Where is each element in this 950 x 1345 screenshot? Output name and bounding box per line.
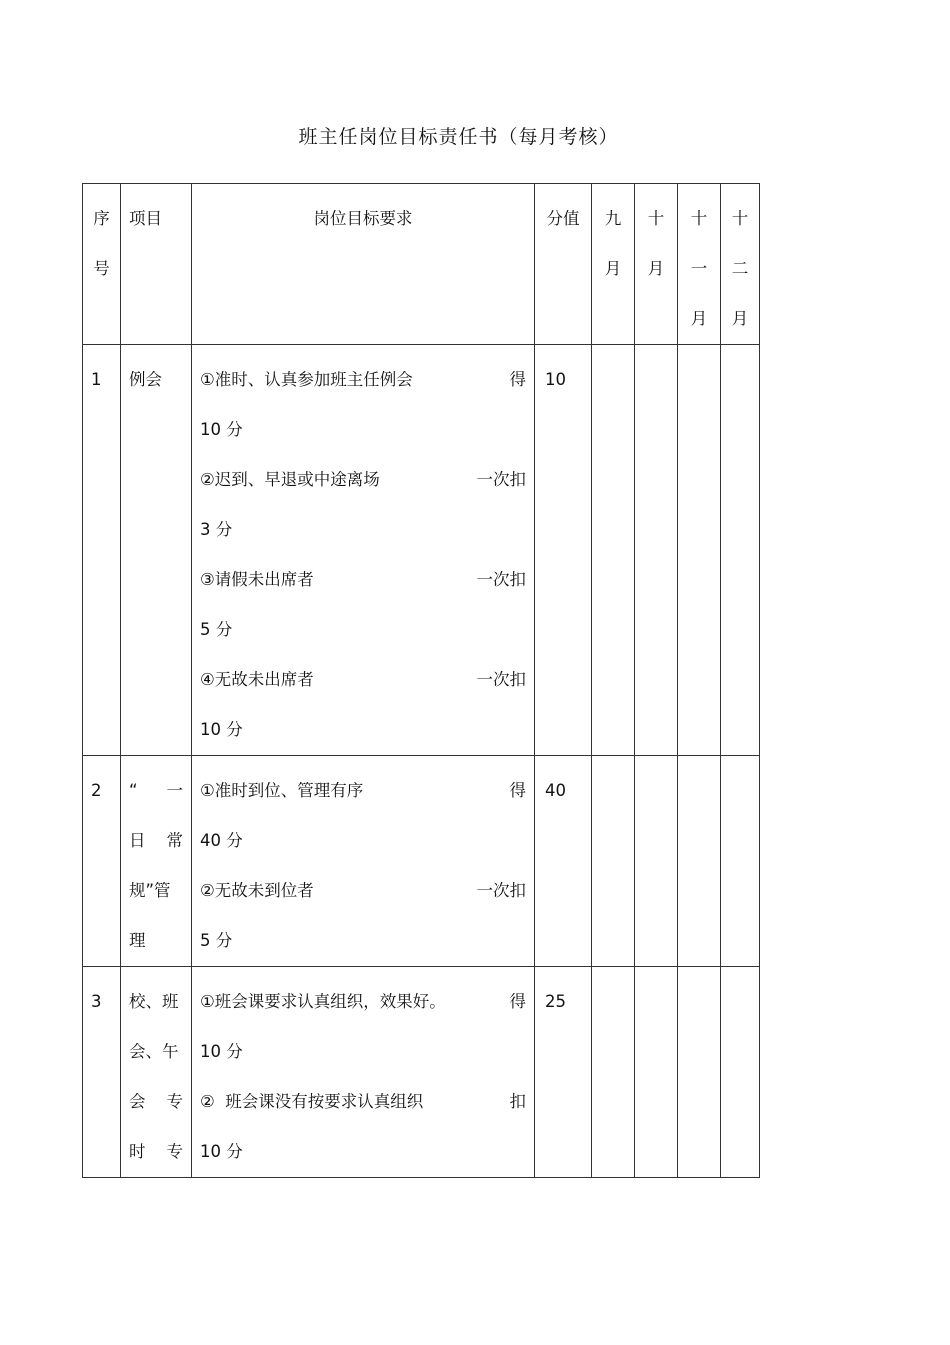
- req-line: [200, 605, 526, 655]
- score-cell-nov[interactable]: [678, 345, 721, 756]
- item-text: 校、班: [129, 992, 179, 1011]
- score-cell-oct[interactable]: [635, 967, 678, 1178]
- header-month-char: 九: [604, 209, 622, 228]
- req-line: [200, 1027, 526, 1077]
- row-item: [121, 756, 192, 967]
- row-requirement: [192, 967, 535, 1178]
- req-text: 10 分: [200, 1142, 243, 1161]
- item-text: 日: [129, 831, 146, 850]
- score-cell-sep[interactable]: [592, 967, 635, 1178]
- header-month-char: 月: [647, 259, 665, 278]
- header-month-char: 二: [731, 259, 749, 278]
- score-cell-nov[interactable]: [678, 756, 721, 967]
- req-line: [200, 977, 526, 1027]
- req-line: [200, 505, 526, 555]
- req-text: ④无故未出席者: [200, 670, 314, 689]
- item-text: 理: [129, 931, 146, 950]
- req-line: [200, 655, 526, 705]
- req-line: [200, 766, 526, 816]
- req-text: 10 分: [200, 1042, 243, 1061]
- score-cell-oct[interactable]: [635, 756, 678, 967]
- header-month-sep: [592, 184, 635, 345]
- header-month-nov: [678, 184, 721, 345]
- row-item: [121, 967, 192, 1178]
- req-text: 40 分: [200, 831, 243, 850]
- header-month-dec: [721, 184, 760, 345]
- header-month-char: 月: [604, 259, 622, 278]
- header-item: [121, 184, 192, 345]
- item-line: [129, 355, 183, 405]
- req-text: 5 分: [200, 931, 233, 950]
- score-cell-oct[interactable]: [635, 345, 678, 756]
- item-text: 会、午: [129, 1042, 179, 1061]
- header-item-label: 项目: [129, 209, 162, 228]
- req-line: [200, 355, 526, 405]
- req-action: 一次扣: [476, 470, 526, 489]
- item-text: “: [129, 781, 138, 800]
- row-points-value: 25: [545, 992, 566, 1011]
- header-month-char: 月: [731, 309, 749, 328]
- header-month-char: 一: [690, 259, 708, 278]
- req-action: 扣: [509, 1092, 526, 1111]
- row-seq-value: 1: [91, 370, 102, 389]
- header-month-char: 月: [690, 309, 708, 328]
- req-line: [200, 866, 526, 916]
- header-row: [83, 184, 760, 345]
- req-line: [200, 455, 526, 505]
- header-seq: [83, 184, 121, 345]
- header-requirement-label: 岗位目标要求: [313, 209, 413, 228]
- req-action: 得: [509, 781, 526, 800]
- req-action: 一次扣: [476, 881, 526, 900]
- item-text-right: 一: [166, 781, 183, 800]
- req-text: ②迟到、早退或中途离场: [200, 470, 380, 489]
- row-seq: [83, 756, 121, 967]
- item-line: [129, 1077, 183, 1127]
- req-text: 5 分: [200, 620, 233, 639]
- item-line: [129, 1127, 183, 1177]
- req-line: [200, 555, 526, 605]
- item-text-right: 常: [166, 831, 183, 850]
- item-text-right: 专: [166, 1092, 183, 1111]
- req-action: 一次扣: [476, 670, 526, 689]
- score-cell-dec[interactable]: [721, 345, 760, 756]
- item-line: [129, 866, 183, 916]
- header-month-char: 十: [690, 209, 708, 228]
- req-text: ② 班会课没有按要求认真组织: [200, 1092, 424, 1111]
- row-seq: [83, 345, 121, 756]
- header-month-oct: [635, 184, 678, 345]
- row-points-value: 10: [545, 370, 566, 389]
- score-cell-sep[interactable]: [592, 756, 635, 967]
- header-seq-char: 号: [93, 259, 110, 278]
- req-action: 得: [509, 370, 526, 389]
- item-text-right: 专: [166, 1142, 183, 1161]
- req-text: ②无故未到位者: [200, 881, 314, 900]
- header-points-label: 分值: [546, 209, 580, 228]
- score-cell-nov[interactable]: [678, 967, 721, 1178]
- score-cell-dec[interactable]: [721, 756, 760, 967]
- header-month-char: 十: [731, 209, 749, 228]
- row-seq-value: 3: [91, 992, 102, 1011]
- req-action: 得: [509, 992, 526, 1011]
- row-seq-value: 2: [91, 781, 102, 800]
- item-text: 会: [129, 1092, 146, 1111]
- header-month-char: 十: [647, 209, 665, 228]
- req-line: [200, 1077, 526, 1127]
- req-text: 3 分: [200, 520, 233, 539]
- row-seq: [83, 967, 121, 1178]
- row-points: [535, 967, 592, 1178]
- score-cell-dec[interactable]: [721, 967, 760, 1178]
- row-points: [535, 756, 592, 967]
- item-line: [129, 766, 183, 816]
- req-text: 10 分: [200, 420, 243, 439]
- row-points-value: 40: [545, 781, 566, 800]
- req-text: ①准时、认真参加班主任例会: [200, 370, 413, 389]
- item-text: 规”管: [129, 881, 171, 900]
- req-line: [200, 816, 526, 866]
- table-row: [83, 345, 760, 756]
- item-text: 例会: [129, 370, 162, 389]
- header-seq-char: 序: [93, 209, 110, 228]
- header-points: [535, 184, 592, 345]
- req-line: [200, 705, 526, 755]
- item-line: [129, 977, 183, 1027]
- assessment-table: [82, 183, 760, 1178]
- row-points: [535, 345, 592, 756]
- req-text: 10 分: [200, 720, 243, 739]
- req-line: [200, 405, 526, 455]
- req-line: [200, 916, 526, 966]
- item-text: 时: [129, 1142, 146, 1161]
- row-requirement: [192, 756, 535, 967]
- row-item: [121, 345, 192, 756]
- req-text: ①准时到位、管理有序: [200, 781, 364, 800]
- item-line: [129, 1027, 183, 1077]
- req-text: ①班会课要求认真组织，效果好。: [200, 992, 446, 1011]
- req-text: ③请假未出席者: [200, 570, 314, 589]
- req-line: [200, 1127, 526, 1177]
- score-cell-sep[interactable]: [592, 345, 635, 756]
- document-title: 班主任岗位目标责任书（每月考核）: [298, 126, 619, 148]
- table-row: [83, 756, 760, 967]
- item-line: [129, 816, 183, 866]
- row-requirement: [192, 345, 535, 756]
- req-action: 一次扣: [476, 570, 526, 589]
- table-row: [83, 967, 760, 1178]
- item-line: [129, 916, 183, 966]
- header-requirement: [192, 184, 535, 345]
